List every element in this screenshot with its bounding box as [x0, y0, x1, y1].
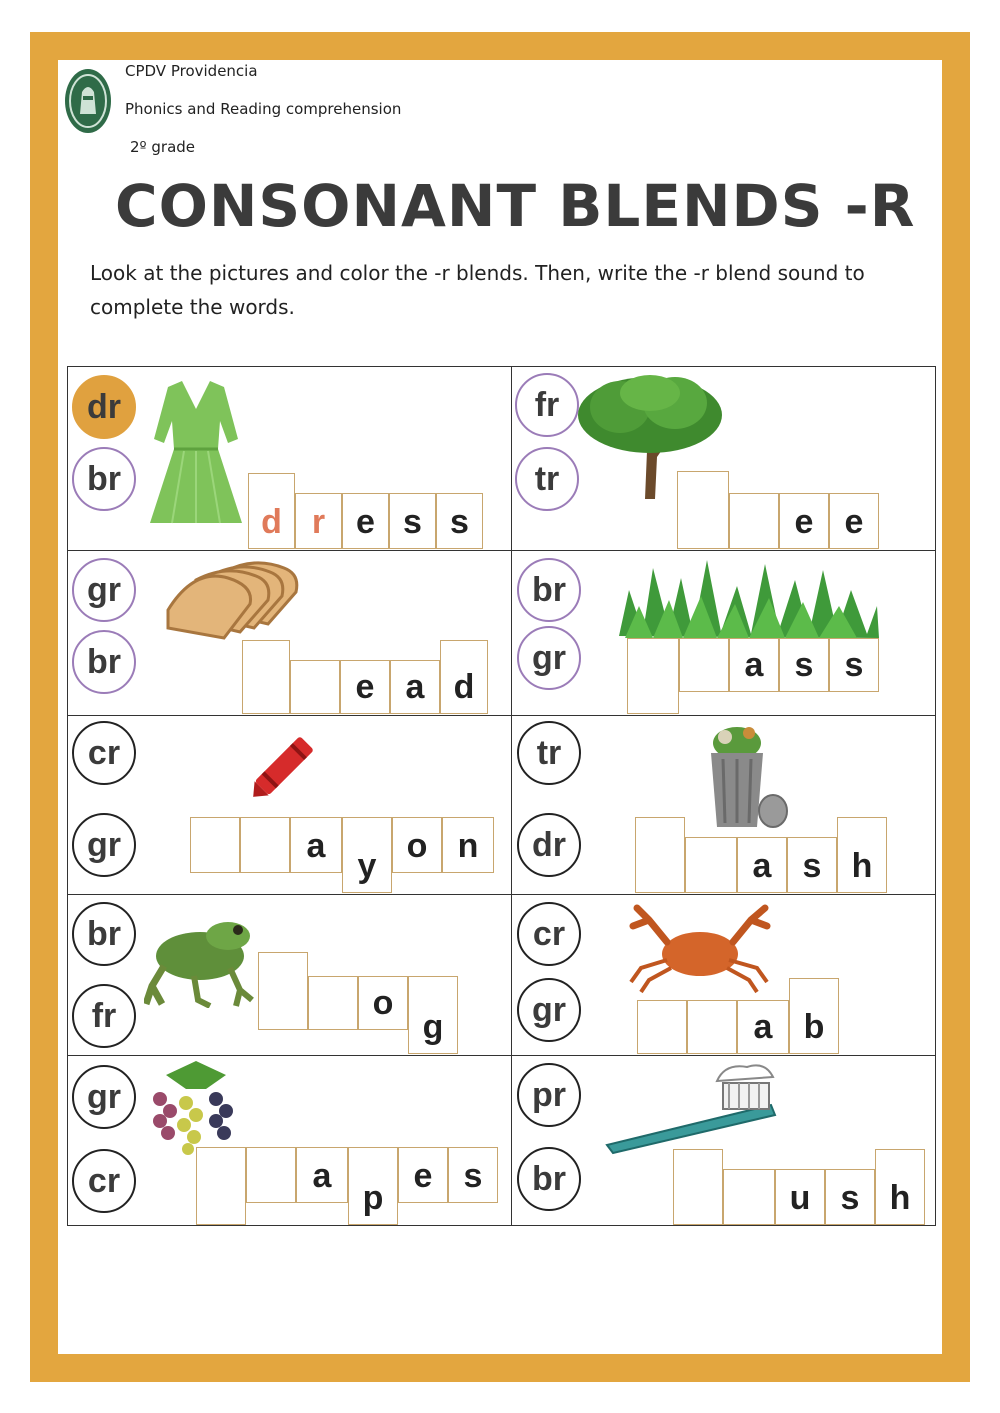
letter-box: a: [737, 1000, 789, 1054]
blend-option-dr[interactable]: dr: [72, 375, 136, 439]
letter-box[interactable]: [687, 1000, 737, 1054]
blend-option-gr[interactable]: gr: [72, 1065, 136, 1129]
letter-box: s: [448, 1147, 498, 1203]
exercise-item-crayon: [68, 715, 511, 894]
letter-box: p: [348, 1147, 398, 1225]
subject-name: Phonics and Reading comprehension: [125, 100, 402, 118]
letter-box: n: [442, 817, 494, 873]
letter-box: d: [440, 640, 488, 714]
letter-box: s: [779, 638, 829, 692]
blend-option-tr[interactable]: tr: [517, 721, 581, 785]
letter-box: e: [398, 1147, 448, 1203]
letter-box: s: [787, 837, 837, 893]
letter-box: b: [789, 978, 839, 1054]
letter-box: e: [340, 660, 390, 714]
letter-box[interactable]: [673, 1149, 723, 1225]
letter-box[interactable]: [723, 1169, 775, 1225]
letter-box[interactable]: [190, 817, 240, 873]
letter-box[interactable]: [677, 471, 729, 549]
letter-box[interactable]: [679, 638, 729, 692]
exercise-item-trash: [511, 715, 937, 894]
blend-option-br[interactable]: br: [72, 902, 136, 966]
crayon-icon: [240, 723, 330, 807]
dress-icon: [148, 379, 244, 525]
letter-box: e: [342, 493, 389, 549]
exercise-grid: [67, 366, 936, 1226]
letter-box: a: [296, 1147, 348, 1203]
exercise-item-grass: [511, 550, 937, 715]
exercise-item-frog: [68, 894, 511, 1055]
letter-box: e: [829, 493, 879, 549]
grass-icon: [619, 550, 879, 638]
letter-box[interactable]: [308, 976, 358, 1030]
blend-option-br[interactable]: br: [517, 1147, 581, 1211]
blend-option-cr[interactable]: cr: [72, 1149, 136, 1213]
letter-box: s: [825, 1169, 875, 1225]
letter-box: s: [389, 493, 436, 549]
blend-option-tr[interactable]: tr: [515, 447, 579, 511]
school-name: CPDV Providencia: [125, 62, 258, 80]
bread-icon: [164, 558, 312, 640]
letter-box[interactable]: [258, 952, 308, 1030]
blend-option-br[interactable]: br: [517, 558, 581, 622]
letter-box: a: [290, 817, 342, 873]
crab-icon: [627, 902, 773, 994]
letter-box: o: [358, 976, 408, 1030]
blend-option-pr[interactable]: pr: [517, 1063, 581, 1127]
blend-option-br[interactable]: br: [72, 447, 136, 511]
letter-box: h: [837, 817, 887, 893]
grapes-icon: [146, 1055, 244, 1155]
blend-option-br[interactable]: br: [72, 630, 136, 694]
letter-box: u: [775, 1169, 825, 1225]
trash-can-icon: [707, 723, 791, 829]
letter-box: a: [729, 638, 779, 692]
blend-option-dr[interactable]: dr: [517, 813, 581, 877]
letter-box[interactable]: [242, 640, 290, 714]
grade-label: 2º grade: [130, 138, 196, 156]
letter-box[interactable]: [635, 817, 685, 893]
letter-box[interactable]: [637, 1000, 687, 1054]
toothbrush-icon: [605, 1059, 779, 1155]
letter-box: g: [408, 976, 458, 1054]
letter-box: s: [829, 638, 879, 692]
letter-box: a: [390, 660, 440, 714]
letter-box: a: [737, 837, 787, 893]
letter-box[interactable]: [290, 660, 340, 714]
blend-option-gr[interactable]: gr: [517, 978, 581, 1042]
letter-box[interactable]: [240, 817, 290, 873]
exercise-item-bread: [68, 550, 511, 715]
letter-box: y: [342, 817, 392, 893]
exercise-item-tree: [511, 367, 937, 550]
letter-box[interactable]: [627, 638, 679, 714]
letter-box[interactable]: d: [248, 473, 295, 549]
blend-option-gr[interactable]: gr: [72, 558, 136, 622]
blend-option-cr[interactable]: cr: [517, 902, 581, 966]
letter-box[interactable]: [729, 493, 779, 549]
letter-box: o: [392, 817, 442, 873]
exercise-item-dress: [68, 367, 511, 550]
school-logo-icon: [64, 68, 112, 134]
letter-box: e: [779, 493, 829, 549]
exercise-item-toothbrush: [511, 1055, 937, 1227]
letter-box: h: [875, 1149, 925, 1225]
exercise-item-grapes: [68, 1055, 511, 1227]
frog-icon: [144, 916, 258, 1008]
blend-option-fr[interactable]: fr: [515, 373, 579, 437]
letter-box[interactable]: r: [295, 493, 342, 549]
page-title: CONSONANT BLENDS -R: [115, 172, 916, 240]
instructions: Look at the pictures and color the -r blends. Then, write the -r blend sound to complete the words.: [90, 261, 865, 319]
letter-box[interactable]: [196, 1147, 246, 1225]
blend-option-gr[interactable]: gr: [72, 813, 136, 877]
letter-box: s: [436, 493, 483, 549]
letter-box[interactable]: [685, 837, 737, 893]
letter-box[interactable]: [246, 1147, 296, 1203]
blend-option-gr[interactable]: gr: [517, 626, 581, 690]
blend-option-cr[interactable]: cr: [72, 721, 136, 785]
blend-option-fr[interactable]: fr: [72, 984, 136, 1048]
exercise-item-crab: [511, 894, 937, 1055]
